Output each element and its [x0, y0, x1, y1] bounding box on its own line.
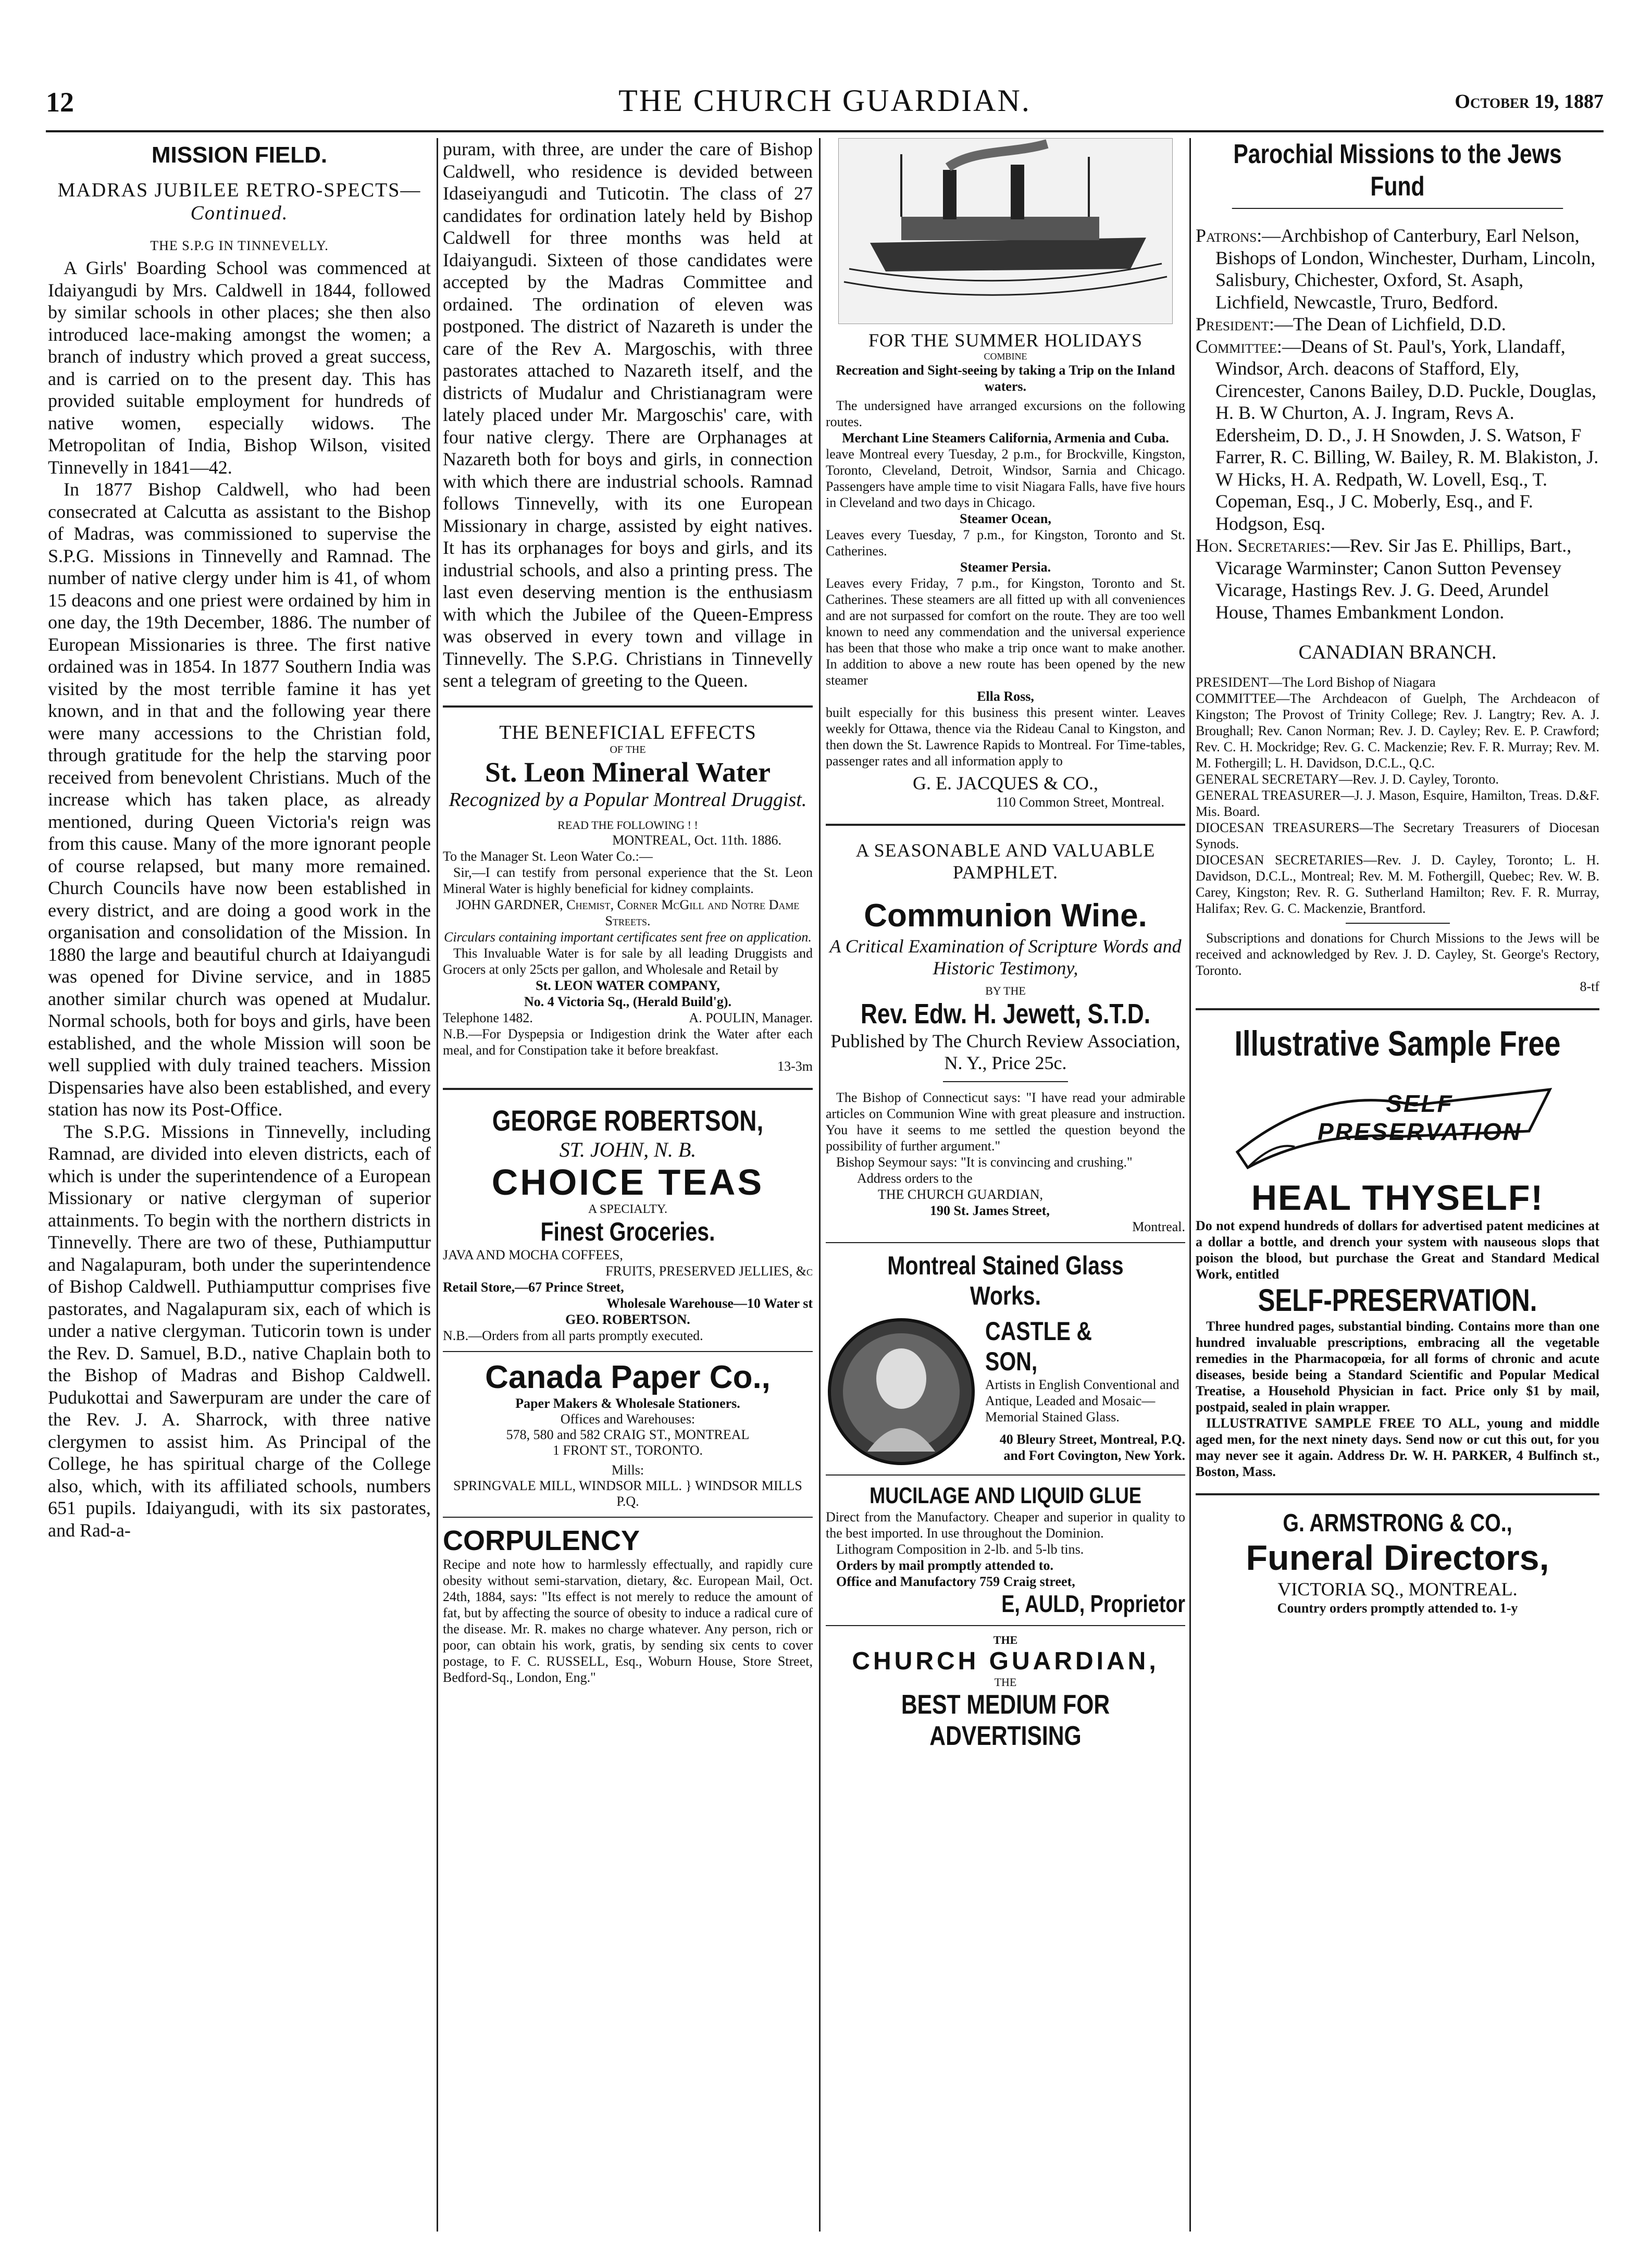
ad-line: N.B.—Orders from all parts promptly executed. [443, 1328, 703, 1343]
ad-line: Montreal. [1132, 1219, 1185, 1234]
ad-heal: HEAL THYSELF! [1251, 1178, 1544, 1218]
divider [1196, 1008, 1599, 1010]
divider [826, 1242, 1185, 1243]
church-guardian-ad [826, 1633, 1185, 1752]
ad-title: Illustrative Sample Free [1234, 1024, 1561, 1063]
ad-line: Offices and Warehouses: [560, 1411, 695, 1427]
ad-line: ILLUSTRATIVE SAMPLE FREE TO ALL, young and middle aged men, for the next ninety days. Send now or cut this out, for you may never see it again. Address Dr. W. H. PARKER, 4 Bulfinch st., Boston, Mass. [1196, 1416, 1599, 1479]
stained-glass-ad [826, 1250, 1185, 1467]
ad-title: Montreal Stained Glass Works. [887, 1251, 1124, 1310]
article-paragraph: In 1877 Bishop Caldwell, who had been consecrated at Calcutta as assistant to the Bishop of Madras, was commissioned to supervise the S.P.G. Missions in Tinnevelly and Ramnad. The number of native clergy under him is 41, of whom 15 deacons and one priest were ordained by him in one day, the 19th December, 1886. The number of European Missionaries is three. The first native ordained was in 1854. In 1877 Southern India was visited by the most terrible famine it has yet known, and in that and the following year there were many accessions to the Christian fold, through gratitude for the help the starving poor received from benevolent Christians. Much of the increase which has taken place, as already mentioned, during Queen Victoria's reign was from this cause. Many of the more ignorant people of course relapsed, but many more remained. Church Councils have now been established in every district, and are doing a good work in the organisation and consolidation of the Mission. In 1880 the large and beautiful church at Idaiyangudi was opened for Divine service, and in 1885 another similar church was opened at Mudalur. Normal schools, both for boys and girls, have been established, and the whole Mission will soon be well supplied with duly trained teachers. Mission Dispensaries have also been established, and every station has now its Post-Office. [48, 479, 431, 1120]
ad-title: Canada Paper Co., [485, 1359, 771, 1395]
communion-wine-ad [826, 839, 1185, 1235]
article-title: MADRAS JUBILEE RETRO-SPECTS—Continued. [57, 179, 421, 224]
ad-line: THE CHURCH GUARDIAN, [878, 1187, 1044, 1202]
ad-line: FRUITS, PRESERVED JELLIES, &c [605, 1263, 813, 1279]
ad-title: St. Leon Mineral Water [485, 756, 771, 788]
ad-specialty: A SPECIALTY. [588, 1202, 668, 1216]
ad-name: GEORGE ROBERTSON, [492, 1104, 764, 1137]
divider [826, 824, 1185, 826]
jews-fund-title: Parochial Missions to the Jews Fund [1232, 138, 1563, 209]
ad-address: No. 4 Victoria Sq., (Herald Build'g). [524, 994, 731, 1009]
corpulency-ad [443, 1525, 813, 1685]
ad-line: Steamer Ocean, [960, 511, 1051, 526]
branch-line: COMMITTEE—The Archdeacon of Guelph, The Archdeacon of Kingston; The Provost of Trinity College; Rev. J. Langtry; Rev. A. J. Broughall; Rev. Canon Norman; Rev. J. D. Cayley; Rev. E. P. Crawford; Rev. C. H. Mockridge; Rev. G. C. Mackenzie; Rev. F. R. Murray; Rev. M. M. Fothergill; L. H. Davidson, D.C.L., Q.C. [1196, 691, 1599, 771]
divider [443, 1088, 813, 1090]
ad-line: Retail Store,—67 Prince Street, [443, 1279, 624, 1295]
committee-label: Committee: [1196, 336, 1282, 357]
ad-body: Recipe and note how to harmlessly effectually, and rapidly cure obesity without semi-starvation, dietary, &c. European Mail, Oct. 24th, 1884, says: "Its effect is not merely to reduce the amount of fat, but by affecting the source of obesity to induce a radical cure of the disease. Mr. R. makes no charge whatever. Any person, rich or poor, can obtain his work, gratis, by sending six cents to cover postage, to F. C. RUSSELL, Esq., Woburn House, Store Street, Bedford-Sq., London, Eng." [443, 1556, 813, 1685]
column-2 [443, 138, 813, 2232]
ad-line: Merchant Line Steamers California, Armenia and Cuba. [842, 430, 1169, 445]
steamship-illustration [838, 138, 1173, 324]
ad-line: The undersigned have arranged excursions on the following routes. [826, 398, 1185, 429]
ad-subtitle: Paper Makers & Wholesale Stationers. [515, 1395, 740, 1411]
ad-line: Wholesale Warehouse—10 Water st [606, 1295, 813, 1311]
ad-nb: N.B.—For Dyspepsia or Indigestion drink the Water after each meal, and for Constipation take it before breakfast. [443, 1026, 813, 1058]
ad-author: Rev. Edw. H. Jewett, S.T.D. [860, 998, 1151, 1030]
ad-line: Bishop Seymour says: "It is convincing and crushing." [836, 1155, 1133, 1170]
branch-line: DIOCESAN SECRETARIES—Rev. J. D. Cayley, Toronto; L. H. Davidson, D.C.L., Montreal; Rev. M. M. Fothergill, Quebec; Rev. W. B. Carey, Kingston; Rev. R. G. Sutherland Hamilton; Rev. F. R. Murray, Halifax; Rev. G. C. Mackenzie, Brantford. [1196, 852, 1599, 916]
jews-fund-officers [1196, 225, 1599, 623]
ad-of: OF THE [610, 743, 646, 755]
canada-paper-ad [443, 1359, 813, 1509]
ad-signature: JOHN GARDNER, Chemist, Corner McGill and Notre Dame Streets. [456, 897, 800, 928]
ad-line: Recreation and Sight-seeing by taking a Trip on the Inland waters. [836, 363, 1175, 394]
ad-groceries: Finest Groceries. [540, 1217, 715, 1246]
ad-line: GEO. ROBERTSON. [565, 1311, 690, 1327]
ad-line: Leaves every Tuesday, 7 p.m., for Kingston, Toronto and St. Catherines. [826, 527, 1185, 559]
ad-tagline: BEST MEDIUM FOR ADVERTISING [901, 1690, 1110, 1751]
ad-line: Address orders to the [857, 1171, 973, 1186]
ad-line: COMBINE [984, 351, 1027, 362]
committee-list: —Deans of St. Paul's, York, Llandaff, Windsor, Arch. deacons of Stafford, Ely, Cirencester, Canons Bailey, D.D. Puckle, Douglas, H. B. W Churton, A. J. Ingram, Revs A. Edersheim, D. D., J. H Snowden, J. S. Watson, F Farrer, R. C. Billing, W. Bailey, R. M. Blakiston, J. W Hicks, H. A. Redpath, W. Lovell, Esq., T. Copeman, Esq., J C. Moberly, Esq., and F. Hodgson, Esq. [1215, 336, 1599, 534]
divider [943, 1081, 1068, 1082]
ad-book: SELF-PRESERVATION. [1258, 1283, 1537, 1318]
ad-line: Mills: [611, 1462, 644, 1478]
ad-line: Lithogram Composition in 2-lb. and 5-lb tins. [836, 1542, 1084, 1557]
column-3 [826, 138, 1185, 2232]
ad-place: ST. JOHN, N. B. [559, 1137, 697, 1161]
ad-circulars: Circulars containing important certificates sent free on application. [444, 929, 812, 945]
ad-publisher: Published by The Church Review Association, N. Y., Price 25c. [830, 1031, 1181, 1073]
branch-line: GENERAL TREASURER—J. J. Mason, Esquire, Hamilton, Treas. D.&F. Mis. Board. [1196, 788, 1599, 819]
branch-line: PRESIDENT—The Lord Bishop of Niagara [1196, 675, 1436, 690]
ad-proprietor: E, AULD, Proprietor [1001, 1590, 1185, 1617]
ad-line: Office and Manufactory 759 Craig street, [836, 1574, 1075, 1589]
ad-line: leave Montreal every Tuesday, 2 p.m., for Brockville, Kingston, Toronto, Cleveland, Detroit, Windsor, Sarnia and Chicago. Passengers have ample time to visit Niagara Falls, have five hours in Cleveland and two days in Chicago. [826, 447, 1185, 510]
mucilage-ad [826, 1483, 1185, 1618]
ad-company: G. E. JACQUES & CO., [912, 773, 1099, 794]
ad-line: 1 FRONT ST., TORONTO. [553, 1442, 703, 1458]
ad-telephone: Telephone 1482. [443, 1010, 533, 1025]
ad-line: Artists in English Conventional and Antique, Leaded and Mosaic—Memorial Stained Glass. [985, 1377, 1179, 1424]
column-1 [48, 138, 431, 2232]
column-4 [1196, 138, 1599, 2232]
divider [1346, 923, 1450, 924]
issue-date: October 19, 1887 [1455, 91, 1604, 113]
article-paragraph: The S.P.G. Missions in Tinnevelly, including Ramnad, are divided into eleven districts, each of which is under the superintendence of a European Missionary or native clergyman of superior attainments. To begin with the northern districts in Tinnevelly. There are two of these, Puthiamputtur and Nagalapuram, both under the superintendence of Bishop Caldwell. Puthiamputtur comprises five pastorates, and Nagalapuram six, each of which is under a native clergyman. Tuticorin town is under the Rev. D. Samuel, B.D., native Chaplain both to the Bishop of Madras and Bishop Caldwell. Pudukottai and Sawerpuram are under the care of the Rev. J. A. Sharrock, with three native clergymen to assist him. As Principal of the College, he has spiritual charge of the College also, which, with its affiliated schools, numbers 651 pupils. Idaiyangudi, with its six pastorates, and Rad-a- [48, 1121, 431, 1541]
ad-line: 110 Common Street, Montreal. [996, 795, 1164, 810]
article-subhead: THE S.P.G IN TINNEVELLY. [150, 238, 329, 253]
ad-read: READ THE FOLLOWING ! ! [557, 818, 698, 832]
ad-manager: A. POULIN, Manager. [689, 1010, 813, 1025]
stained-glass-medallion [826, 1316, 977, 1467]
hon-secretaries-label: Hon. Secretaries: [1196, 535, 1331, 556]
ad-line: Do not expend hundreds of dollars for advertised patent medicines at a dollar a bottle, and drench your system with nauseous slops that poison the blood, but purchase the Great and Standard Medical Work, entitled [1196, 1218, 1599, 1282]
ad-heading: FOR THE SUMMER HOLIDAYS [868, 330, 1143, 351]
divider [826, 1474, 1185, 1476]
ad-title: MUCILAGE AND LIQUID GLUE [870, 1483, 1141, 1508]
branch-line: Subscriptions and donations for Church Missions to the Jews will be received and acknowledged by Rev. J. D. Cayley, St. George's Rectory, Toronto. [1196, 931, 1599, 978]
column-rule [819, 138, 821, 2232]
ad-name: G. ARMSTRONG & CO., [1283, 1509, 1512, 1537]
ad-note: Country orders promptly attended to. 1-y [1277, 1601, 1518, 1616]
ad-heading: A SEASONABLE AND VALUABLE PAMPHLET. [855, 840, 1156, 883]
article-paragraph: puram, with three, are under the care of Bishop Caldwell, who residence is devided between Idaseiyangudi and Tuticotin. The class of 27 candidates for ordination lately held by Bishop Caldwell for three months was held at Idaiyangudi. Sixteen of those candidates were accepted by the Madras Committee and ordained. The ordination of eleven was postponed. The district of Nazareth is under the care of the Rev A. Margoschis, with three pastorates attached to Nazareth itself, and the districts of Mudalur and Christianagram were lately placed under Mr. Margoschis' care, with four native clergy. There are Orphanages at Nazareth both for boys and girls, in connection with which there are industrial schools. Ramnad follows Tinnevelly, with its one European Missionary in charge, assisted by eight natives. It has its orphanages for boys and girls, and its industrial schools, and also a printing press. The last even deserving mention is the enthusiasm with which the Jubilee of the Queen-Empress was observed in every town and village in Tinnevelly. The S.P.G. Christians in Tinnevelly sent a telegram of greeting to the Queen. [443, 139, 813, 691]
ad-line: and Fort Covington, New York. [1003, 1448, 1185, 1463]
ad-teas: CHOICE TEAS [491, 1161, 764, 1203]
column-rule [437, 138, 438, 2232]
ad-body: Sir,—I can testify from personal experience that the St. Leon Mineral Water is highly beneficial for kidney complaints. [443, 864, 813, 896]
summer-holidays-ad [826, 329, 1185, 810]
divider [826, 1625, 1185, 1626]
divider [443, 1517, 813, 1518]
ad-company: St. LEON WATER COMPANY, [536, 977, 720, 993]
page-number: 12 [46, 86, 74, 118]
branch-line: 8-tf [1580, 979, 1599, 994]
paper-title: THE CHURCH GUARDIAN. [618, 83, 1031, 118]
president-name: —The Dean of Lichfield, D.D. [1274, 314, 1506, 334]
ad-subtitle: A Critical Examination of Scripture Words and Historic Testimony, [829, 936, 1182, 978]
ad-line: Ella Ross, [977, 689, 1034, 704]
ad-line: 578, 580 and 582 CRAIG ST., MONTREAL [506, 1427, 750, 1442]
ad-line: 40 Bleury Street, Montreal, P.Q. [999, 1432, 1185, 1447]
ad-line: Orders by mail promptly attended to. [836, 1558, 1053, 1573]
ad-to: To the Manager St. Leon Water Co.:— [443, 848, 653, 864]
self-preservation-banner [1216, 1069, 1579, 1173]
ad-firm: CASTLE & SON, [985, 1317, 1092, 1376]
ad-line: BY THE [985, 984, 1026, 997]
ad-line: Leaves every Friday, 7 p.m., for Kingston, Toronto and St. Catherines. These steamers are all fitted up with all conveniences and are not surpassed for comfort on the route. They are too well known to need any commendation and the universal experience has been that those who make a trip once want to make another. In addition to above a new route has been opened by the new steamer [826, 576, 1185, 688]
ad-line: Three hundred pages, substantial binding. Contains more than one hundred invaluable prescriptions, embracing all the vegetable remedies in the Pharmacopœia, for all forms of chronic and acute diseases, beside being a Standard Scientific and Popular Medical Treatise, a Household Physician in fact. Price only $1 by mail, postpaid, sealed in plain wrapper. [1196, 1319, 1599, 1415]
ad-line: built especially for this business this present winter. Leaves weekly for Ottawa, thence via the Rideau Canal to Kingston, and then down the St. Lawrence Rapids to Montreal. For Time-tables, passenger rates and all information apply to [826, 705, 1185, 769]
branch-line: GENERAL SECRETARY—Rev. J. D. Cayley, Toronto. [1196, 772, 1499, 787]
ad-line: SPRINGVALE MILL, WINDSOR MILL. } WINDSOR MILLS P.Q. [453, 1478, 802, 1509]
ad-subtitle: Recognized by a Popular Montreal Druggist. [449, 788, 807, 811]
ad-code: 13-3m [777, 1058, 813, 1074]
robertson-ad [443, 1104, 813, 1344]
hon-secretaries-list: —Rev. Sir Jas E. Phillips, Bart., Vicarage Warminster; Canon Sutton Pevensey Vicarage, Hastings Rev. J. G. Deed, Arundel House, Thames Embankment London. [1215, 535, 1572, 623]
ad-line: 190 St. James Street, [930, 1203, 1050, 1218]
self-preservation-logo: SELF PRESERVATION [1317, 1090, 1522, 1145]
ad-line: THE [993, 1633, 1018, 1646]
st-leon-ad [443, 721, 813, 1074]
ad-line: Steamer Persia. [960, 560, 1051, 575]
ad-title: CHURCH GUARDIAN, [852, 1647, 1159, 1675]
ad-line: The Bishop of Connecticut says: "I have read your admirable articles on Communion Wine with great pleasure and instruction. You have it seems to me settled the question beyond the possibility of further argument." [826, 1090, 1185, 1154]
branch-line: DIOCESAN TREASURERS—The Secretary Treasurers of Diocesan Synods. [1196, 820, 1599, 851]
divider [443, 705, 813, 708]
self-preservation-ad [1196, 1024, 1599, 1480]
ad-line: THE [994, 1676, 1017, 1689]
ad-line: JAVA AND MOCHA COFFEES, [443, 1247, 623, 1262]
section-heading: MISSION FIELD. [151, 142, 328, 168]
ad-date: MONTREAL, Oct. 11th. 1886. [612, 832, 781, 848]
ad-title: Communion Wine. [864, 898, 1147, 934]
patrons-list: —Archbishop of Canterbury, Earl Nelson, Bishops of London, Winchester, Durham, Lincoln, Salisbury, Chichester, Oxford, St. Asaph, Lichfield, Newcastle, Truro, Bedford. [1215, 225, 1596, 313]
armstrong-ad [1196, 1509, 1599, 1616]
ad-sale: This Invaluable Water is for sale by all leading Druggists and Grocers at only 25cts per gallon, and Wholesale and Retail by [443, 945, 813, 977]
ad-heading: THE BENEFICIAL EFFECTS [499, 721, 756, 743]
patrons-label: Patrons: [1196, 225, 1262, 246]
canadian-branch-heading: CANADIAN BRANCH. [1298, 641, 1497, 663]
divider [443, 1351, 813, 1352]
ad-title: Funeral Directors, [1246, 1538, 1549, 1578]
ad-title: CORPULENCY [443, 1525, 640, 1556]
president-label: President: [1196, 314, 1274, 334]
ad-line: Direct from the Manufactory. Cheaper and superior in quality to the best imported. In use throughout the Dominion. [826, 1509, 1185, 1541]
ad-address: VICTORIA SQ., MONTREAL. [1277, 1579, 1518, 1600]
column-rule [1189, 138, 1191, 2232]
masthead [46, 81, 1604, 128]
divider [1196, 1493, 1599, 1495]
masthead-rule [46, 130, 1604, 132]
article-paragraph: A Girls' Boarding School was commenced at Idaiyangudi by Mrs. Caldwell in 1844, followed by similar schools in other places; she then also introduced lace-making amongst the women; a branch of industry which proved a great success, and is carried on to the present day. This has provided suitable employment for hundreds of native women, especially widows. The Metropolitan of India, Bishop Wilson, visited Tinnevelly in 1841—42. [48, 257, 431, 478]
